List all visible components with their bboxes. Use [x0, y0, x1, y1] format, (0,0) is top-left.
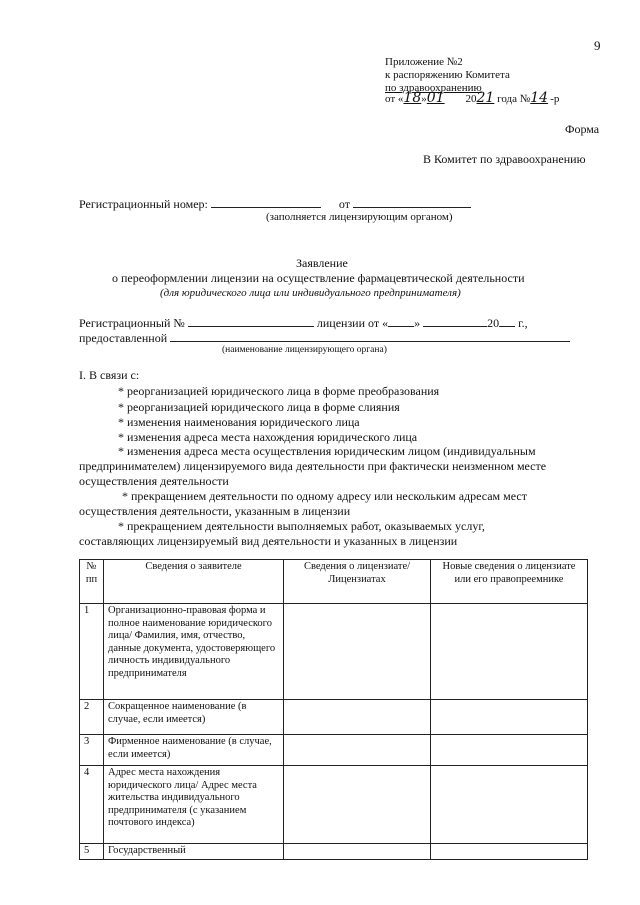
registration-number-line — [79, 196, 471, 212]
row-num: 4 — [80, 766, 104, 844]
licensing-authority-field[interactable] — [170, 330, 570, 342]
reason-item-cont: предпринимателем) лицензируемого вида деятельности при фактически неизменном месте — [79, 459, 547, 473]
new-info-cell[interactable] — [431, 700, 588, 735]
licensee-cell[interactable] — [284, 766, 431, 844]
licensee-cell[interactable] — [284, 735, 431, 766]
licensee-cell[interactable] — [284, 700, 431, 735]
appendix-line-3: по здравоохранению — [385, 82, 482, 94]
license-from-label: лицензии от « — [316, 316, 389, 330]
reason-item-cont: составляющих лицензируемый вид деятельности и указанных в лицензии — [79, 534, 458, 548]
reasons-heading: I. В связи с: — [79, 368, 140, 382]
row-text: Фирменное наименование (в случае, если имеется) — [104, 735, 284, 766]
row-text: Адрес места нахождения юридического лица/ Адрес места жительства индивидуального предпринимателя (с указанием почтового индекса) — [104, 766, 284, 844]
new-info-cell[interactable] — [431, 844, 588, 860]
reg-note: (заполняется лицензирующим органом) — [266, 211, 453, 223]
reason-item: * прекращением деятельности по одному адресу или нескольким адресам мест — [122, 489, 527, 503]
row-num: 3 — [80, 735, 104, 766]
title-line-2: о переоформлении лицензии на осуществление фармацевтической деятельности — [112, 271, 525, 285]
handwritten-day: 18 — [403, 90, 422, 106]
table-row — [80, 604, 588, 700]
provided-note: (наименование лицензирующего органа) — [222, 345, 387, 355]
year-prefix: 20 — [465, 93, 477, 105]
header-licensee: Сведения о лицензиате/ Лицензиатах — [284, 560, 431, 604]
table-header-row — [80, 560, 588, 604]
licensee-cell[interactable] — [284, 844, 431, 860]
date-day-close: » — [421, 93, 427, 105]
appendix-date-line — [385, 92, 559, 106]
license-year-suffix: г., — [518, 316, 528, 330]
new-info-cell[interactable] — [431, 735, 588, 766]
applicant-table — [79, 559, 588, 860]
licensee-cell[interactable] — [284, 604, 431, 700]
reg-from-label: от — [338, 197, 350, 211]
reason-item: * изменения адреса места осуществления юридическим лицом (индивидуальным — [118, 444, 536, 458]
provided-line — [79, 330, 570, 346]
license-reg-field[interactable] — [188, 315, 314, 327]
addressee: В Комитет по здравоохранению — [423, 152, 586, 166]
date-prefix: от « — [385, 93, 404, 105]
license-month-field[interactable] — [423, 315, 487, 327]
reg-date-field[interactable] — [353, 196, 471, 208]
title-line-3: (для юридического лица или индивидуального предпринимателя) — [160, 287, 461, 299]
license-reg-label: Регистрационный № — [79, 316, 185, 330]
new-info-cell[interactable] — [431, 604, 588, 700]
reg-label: Регистрационный номер: — [79, 197, 208, 211]
header-new: Новые сведения о лицензиате или его правопреемнике — [431, 560, 588, 604]
header-applicant: Сведения о заявителе — [104, 560, 284, 604]
row-num: 5 — [80, 844, 104, 860]
reason-item: * изменения наименования юридического лица — [118, 415, 360, 429]
license-year-field[interactable] — [499, 315, 515, 327]
license-day-close: » — [414, 316, 421, 330]
reason-item: * прекращением деятельности выполняемых работ, оказываемых услуг, — [118, 519, 485, 533]
reason-item-cont: осуществления деятельности, указанным в лицензии — [79, 504, 351, 518]
appendix-line-2: к распоряжению Комитета — [385, 69, 510, 81]
row-num: 1 — [80, 604, 104, 700]
license-day-field[interactable] — [388, 315, 414, 327]
row-text: Сокращенное наименование (в случае, если имеется) — [104, 700, 284, 735]
number-suffix: -р — [550, 93, 560, 105]
reason-item: * изменения адреса места нахождения юридического лица — [118, 430, 418, 444]
license-year-prefix: 20 — [487, 316, 500, 330]
provided-label: предоставленной — [79, 331, 168, 345]
new-info-cell[interactable] — [431, 766, 588, 844]
reason-item: * реорганизацией юридического лица в форме слияния — [118, 400, 400, 414]
reason-item-cont: осуществления деятельности — [79, 474, 229, 488]
form-label: Форма — [565, 122, 600, 136]
reg-number-field[interactable] — [211, 196, 321, 208]
table-row — [80, 735, 588, 766]
license-line — [79, 315, 528, 331]
reason-item: * реорганизацией юридического лица в форме преобразования — [118, 384, 440, 398]
document-title: Заявление — [296, 256, 348, 270]
table-row — [80, 844, 588, 860]
handwritten-number: 14 — [530, 90, 549, 106]
appendix-line-1: Приложение №2 — [385, 56, 463, 68]
row-text: Государственный — [104, 844, 284, 860]
year-suffix: года № — [497, 93, 531, 105]
row-text: Организационно-правовая форма и полное наименование юридического лица/ Фамилия, имя, отчество, данные документа, удостоверяющего личность индивидуального предпринимателя — [104, 604, 284, 700]
handwritten-year: 21 — [476, 90, 495, 106]
table-row — [80, 700, 588, 735]
row-num: 2 — [80, 700, 104, 735]
page-number: 9 — [594, 38, 601, 53]
handwritten-month: 01 — [426, 90, 445, 106]
header-num: № пп — [80, 560, 104, 604]
table-row — [80, 766, 588, 844]
